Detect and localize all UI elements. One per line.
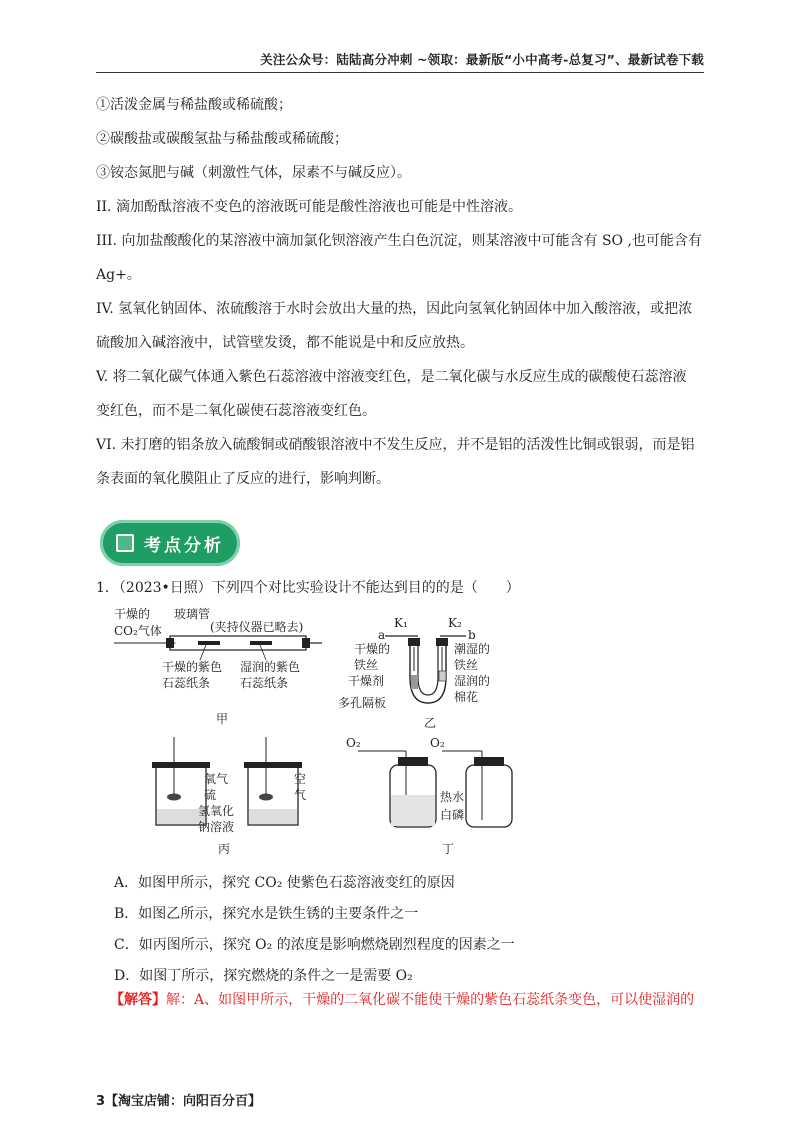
book-icon — [116, 534, 134, 552]
figure-yi — [338, 616, 490, 730]
paragraph-2: ②碳酸盐或碳酸氢盐与稀盐酸或稀硫酸； — [96, 131, 348, 147]
paragraph-10: 变红色，而不是二氧化碳使石蕊溶液变红色。 — [96, 403, 376, 419]
yi-k1: K₁ — [394, 616, 408, 630]
yi-right-stopper — [436, 638, 448, 646]
page-header — [96, 52, 704, 73]
jia-right-strip-2: 石蕊纸条 — [240, 676, 289, 690]
yi-k2: K₂ — [448, 616, 462, 630]
yi-cotton — [439, 671, 446, 681]
question-stem: 1．（2023•日照）下列四个对比实验设计不能达到目的的是（ ） — [96, 580, 520, 596]
jia-gas-label-1: 干燥的 — [114, 607, 151, 621]
header-text: 关注公众号：陆陆高分冲刺 ~领取：最新版“小中高考-总复习”、最新试卷下载 — [260, 52, 704, 67]
bing-caption: 丙 — [218, 842, 231, 856]
bing-left-spoon — [167, 794, 181, 801]
jia-left-strip-2: 石蕊纸条 — [162, 676, 211, 690]
yi-desiccant — [411, 675, 418, 689]
page-footer — [96, 1090, 261, 1109]
paragraph-3: ③铵态氮肥与碱（刺激性气体，尿素不与碱反应）。 — [96, 165, 411, 181]
yi-u-tube-inner — [418, 645, 438, 695]
figure-jia — [114, 606, 322, 726]
answer-options — [114, 868, 515, 992]
jia-right-stopper — [302, 638, 310, 648]
paragraph-4: II. 滴加酚酞溶液不变色的溶液既可能是酸性溶液也可能是中性溶液。 — [96, 199, 522, 215]
section-badge — [100, 520, 240, 566]
jia-wet-strip — [250, 641, 272, 645]
yi-caption: 乙 — [424, 716, 437, 730]
yi-left-3: 干燥剂 — [348, 674, 385, 688]
bing-sulfur: 硫 — [204, 788, 217, 802]
paragraph-11: VI. 未打磨的铝条放入硫酸铜或硝酸银溶液中不发生反应，并不是铝的活泼性比铜或银弱，而是铝 — [96, 437, 695, 453]
jia-holder-note: (夹持仪器已略去) — [210, 620, 304, 634]
jia-dry-pointer — [200, 645, 206, 660]
figure-ding — [346, 736, 512, 856]
jia-caption: 甲 — [216, 712, 229, 726]
footer-text: 【淘宝店铺：向阳百分百】 — [105, 1094, 262, 1109]
answer-explanation — [110, 990, 694, 1010]
paragraph-9: V. 将二氧化碳气体通入紫色石蕊溶液中溶液变红色，是二氧化碳与水反应生成的碳酸使石蕊溶液 — [96, 369, 687, 385]
jia-glass-tube — [170, 636, 306, 650]
bing-left-lid — [152, 762, 210, 768]
paragraph-1: ①活泼金属与稀盐酸或稀硫酸； — [96, 97, 292, 113]
ding-o2-left: O₂ — [346, 736, 361, 750]
option-d: D．如图丁所示，探究燃烧的条件之一是需要 O₂ — [114, 968, 413, 984]
bing-naoh-1: 氢氧化 — [198, 804, 235, 818]
jia-right-strip-1: 湿润的紫色 — [240, 660, 301, 674]
jia-dry-strip — [198, 641, 220, 645]
paragraph-5: III. 向加盐酸酸化的某溶液中滴加氯化钡溶液产生白色沉淀，则某溶液中可能含有 SO ,也可能含有 — [96, 233, 702, 249]
paragraph-7: IV. 氢氧化钠固体、浓硫酸溶于水时会放出大量的热，因此向氢氧化钠固体中加入酸溶液，或把浓 — [96, 301, 693, 317]
page-number: 3 — [96, 1094, 106, 1109]
jia-left-stopper — [166, 638, 174, 648]
bing-right-lid — [244, 762, 302, 768]
answer-text: 解：A、如图甲所示，干燥的二氧化碳不能使干燥的紫色石蕊纸条变色，可以使湿润的 — [166, 992, 695, 1008]
jia-left-strip-1: 干燥的紫色 — [162, 660, 223, 674]
yi-left-stopper — [408, 638, 420, 646]
jia-wet-pointer — [260, 645, 266, 660]
figure-bing — [152, 737, 306, 856]
badge-label: 考点分析 — [144, 535, 224, 556]
yi-left-2: 铁丝 — [354, 658, 379, 672]
ding-hot-water-label: 热水 — [440, 790, 465, 804]
ding-right-stopper — [474, 757, 504, 766]
answer-tag: 【解答】 — [110, 992, 166, 1008]
bing-naoh-2: 钠溶液 — [198, 820, 235, 834]
ding-left-stopper — [398, 757, 428, 766]
option-c: C．如丙图所示，探究 O₂ 的浓度是影响燃烧剧烈程度的因素之一 — [114, 937, 515, 953]
bing-air-1: 空 — [294, 772, 307, 786]
jia-tube-label: 玻璃管 — [174, 607, 211, 621]
bing-air-2: 气 — [294, 788, 307, 802]
paragraph-12: 条表面的氧化膜阻止了反应的进行，影响判断。 — [96, 471, 390, 487]
paragraph-6: Ag+。 — [96, 267, 141, 283]
yi-right-4: 棉花 — [454, 690, 479, 704]
paragraph-8: 硫酸加入碱溶液中，试管壁发烫，都不能说是中和反应放热。 — [96, 335, 474, 351]
ding-caption: 丁 — [442, 842, 455, 856]
option-a: A．如图甲所示，探究 CO₂ 使紫色石蕊溶液变红的原因 — [114, 875, 455, 891]
option-b: B．如图乙所示，探究水是铁生锈的主要条件之一 — [114, 906, 419, 922]
yi-left-1: 干燥的 — [354, 642, 391, 656]
bing-oxygen: 氧气 — [204, 772, 229, 786]
ding-phosphorus-label: 白磷 — [440, 808, 465, 822]
yi-right-1: 潮湿的 — [454, 642, 491, 656]
ding-hot-water — [391, 795, 435, 826]
yi-a: a — [378, 628, 386, 642]
yi-plate: 多孔隔板 — [338, 696, 387, 710]
bing-right-spoon — [259, 794, 273, 801]
yi-right-3: 湿润的 — [454, 674, 491, 688]
experiment-figure — [110, 605, 530, 860]
yi-right-2: 铁丝 — [454, 658, 479, 672]
yi-b: b — [468, 628, 476, 642]
ding-right-bottle — [466, 765, 512, 827]
notes-section — [96, 88, 704, 496]
bing-right-solution — [249, 809, 297, 824]
jia-gas-label-2: CO₂气体 — [114, 624, 162, 638]
ding-o2-right: O₂ — [430, 736, 445, 750]
